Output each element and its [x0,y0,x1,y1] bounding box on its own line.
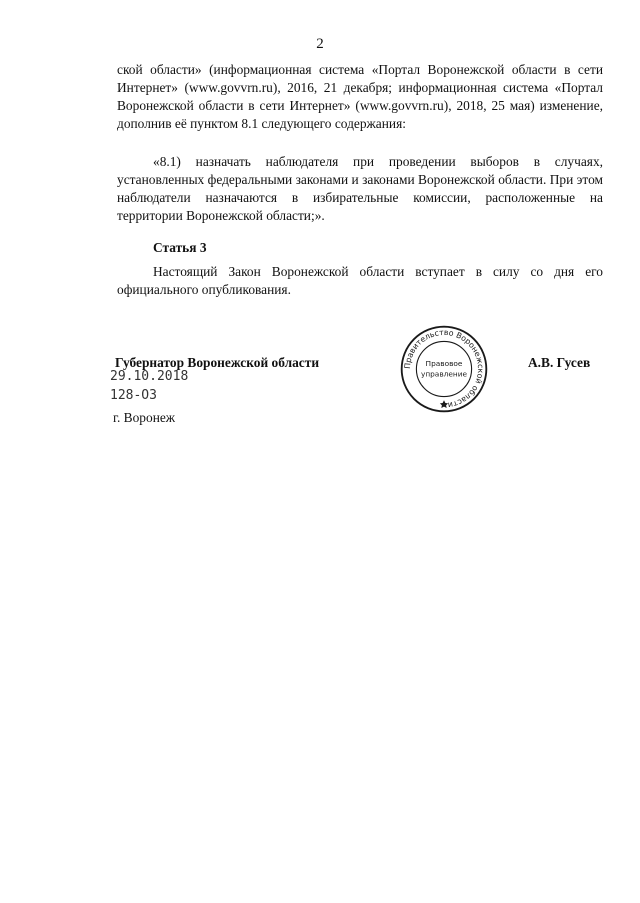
seal-center-line-1: Правовое [425,359,463,369]
city-name: г. Воронеж [113,410,176,425]
seal-ring-text: Правительство Воронежской области [402,327,486,410]
seal-star-icon [440,400,448,408]
registration-number: 128-ОЗ [110,388,157,403]
paragraph-quoted-amendment: «8.1) назначать наблюдателя при проведении выборов в случаях, установленных федеральными законами и законами Воронежской области. При этом наблюдатели назначаются в избирательные комиссии, расположенные на территории Воронежской области;». [117,154,603,223]
signer-name: А.В. Гусев [528,355,591,370]
registration-date: 29.10.2018 [110,369,189,384]
seal-center-line-2: управление [420,369,468,379]
page-number: 2 [316,36,324,52]
paragraph-article-3: Настоящий Закон Воронежской области вступает в силу со дня его официального опубликования. [117,264,603,297]
official-seal-stamp [398,323,490,415]
article-heading: Статья 3 [153,240,207,255]
signer-title: Губернатор Воронежской области [115,355,320,370]
paragraph-continuation: ской области» (информационная система «Портал Воронежской области в сети Интернет» (www.govvrn.ru), 2016, 21 декабря; информационная система «Портал Воронежской области в сети Интернет» (www.govvrn.ru), 2018, 25 мая) изменение, дополнив её пунктом 8.1 следующего содержания: [117,62,603,131]
